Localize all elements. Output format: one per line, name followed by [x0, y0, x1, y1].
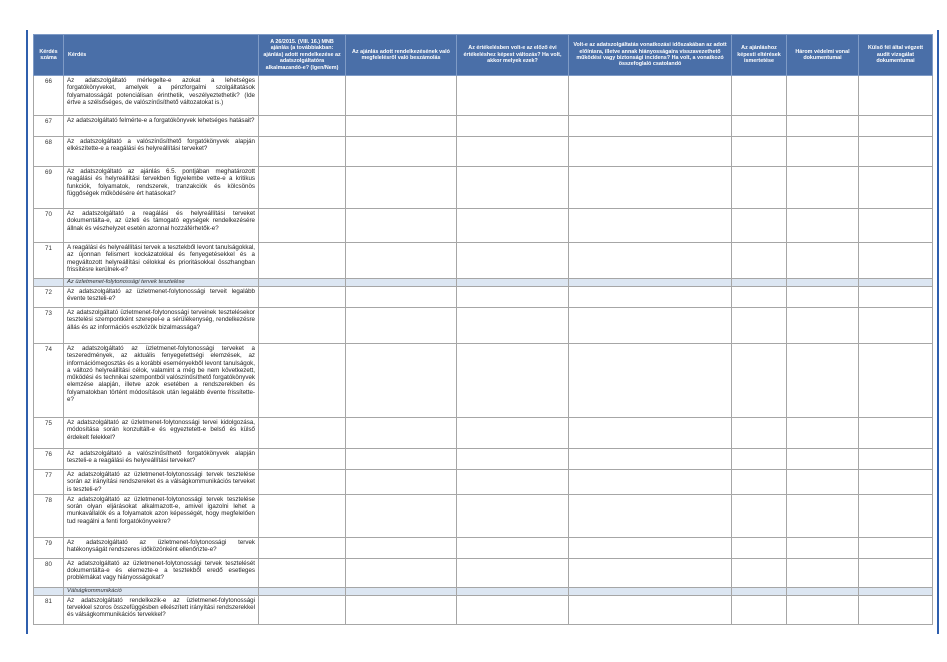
applicable-cell [259, 287, 346, 308]
deviations-cell [732, 287, 787, 308]
external-audit-docs-cell [859, 418, 933, 449]
three-lines-docs-cell [787, 344, 859, 418]
external-audit-docs-cell [859, 167, 933, 209]
incident-cell [569, 167, 732, 209]
applicable-cell [259, 558, 346, 587]
section-title: Az üzletmenet-folytonossági tervek tesztelése [64, 279, 259, 287]
compliance-report-cell [346, 209, 457, 243]
question-number: 71 [34, 243, 64, 279]
page-frame-left-line [26, 30, 28, 634]
three-lines-docs-cell [787, 494, 859, 537]
incident-cell [569, 558, 732, 587]
section-cell [787, 279, 859, 287]
question-row [34, 287, 933, 308]
section-cell [859, 587, 933, 595]
question-number: 73 [34, 308, 64, 344]
three-lines-docs-cell [787, 470, 859, 495]
question-text: Az adatszolgáltató az üzletmenet-folytonossági tervei kidolgozása, módosítása során konzultált-e és egyeztetett-e belső és külső érdekelt felekkel? [64, 418, 259, 449]
compliance-report-cell [346, 167, 457, 209]
external-audit-docs-cell [859, 287, 933, 308]
incident-cell [569, 418, 732, 449]
incident-cell [569, 308, 732, 344]
deviations-cell [732, 137, 787, 167]
incident-cell [569, 243, 732, 279]
question-row [34, 449, 933, 470]
deviations-cell [732, 470, 787, 495]
section-cell [259, 279, 346, 287]
three-lines-docs-cell [787, 418, 859, 449]
external-audit-docs-cell [859, 76, 933, 116]
three-lines-docs-cell [787, 308, 859, 344]
section-cell [457, 587, 569, 595]
change-cell [457, 308, 569, 344]
question-number: 70 [34, 209, 64, 243]
change-cell [457, 344, 569, 418]
deviations-cell [732, 494, 787, 537]
section-cell [732, 587, 787, 595]
external-audit-docs-cell [859, 449, 933, 470]
three-lines-docs-cell [787, 116, 859, 137]
question-text: Az adatszolgáltató az üzletmenet-folytonossági terveket a teszeredmények, az aktuális fenyegetettségi elemzések, az információmegosztás és a korábbi eseményekből levont tanulságok, a változó helyreállítási célok, valamint a még be nem következett, működési és technikai szempontból valószínűsíthető forgatókönyvek elemzése alapján, illetve azok esetében a rendszerekben és folyamatokban történt módosítások után legalább évente frissítette-e? [64, 344, 259, 418]
questionnaire-table [33, 34, 933, 625]
external-audit-docs-cell [859, 308, 933, 344]
compliance-report-cell [346, 116, 457, 137]
compliance-report-cell [346, 418, 457, 449]
question-text: Az adatszolgáltató az üzletmenet-folytonossági tervek hatékonyságát rendszeres időközönként ellenőrizte-e? [64, 537, 259, 558]
question-row [34, 418, 933, 449]
question-number: 72 [34, 287, 64, 308]
applicable-cell [259, 418, 346, 449]
question-text: Az adatszolgáltató a reagálási és helyreállítási terveket dokumentálta-e, az üzleti és támogató egységek rendelkezésére állnak és vészhelyzet esetén azonnal hozzáférhetők-e? [64, 209, 259, 243]
deviations-cell [732, 558, 787, 587]
incident-cell [569, 470, 732, 495]
compliance-report-cell [346, 595, 457, 624]
question-row [34, 209, 933, 243]
incident-cell [569, 494, 732, 537]
applicable-cell [259, 308, 346, 344]
three-lines-docs-cell [787, 287, 859, 308]
question-number: 75 [34, 418, 64, 449]
change-cell [457, 470, 569, 495]
three-lines-docs-cell [787, 558, 859, 587]
external-audit-docs-cell [859, 470, 933, 495]
question-text: Az adatszolgáltató rendelkezik-e az üzletmenet-folytonossági tervekkel szoros összefüggésben elkészített irányítási rendszerekkel és válságkommunikációs tervekkel? [64, 595, 259, 624]
compliance-report-cell [346, 287, 457, 308]
compliance-report-cell [346, 308, 457, 344]
incident-cell [569, 595, 732, 624]
incident-cell [569, 449, 732, 470]
header-incident: Volt-e az adatszolgáltatás vonatkozási időszakában az adott előírásra, illetve annak hiányosságaira visszavezethető működési vagy biztonsági incidens? Ha volt, a vonatkozó összefoglaló csatolandó [569, 35, 732, 76]
deviations-cell [732, 209, 787, 243]
question-text: Az adatszolgáltató az üzletmenet-folytonossági tervek tesztelése során olyan eljárásokat alkalmazott-e, amivel igazolni lehet a munkavállalók és a folyamatok azon képességét, hogy megfelelően tud reagálni a fenti forgatókönyvekre? [64, 494, 259, 537]
three-lines-docs-cell [787, 449, 859, 470]
compliance-report-cell [346, 537, 457, 558]
question-number: 68 [34, 137, 64, 167]
question-row [34, 537, 933, 558]
applicable-cell [259, 76, 346, 116]
incident-cell [569, 287, 732, 308]
header-deviations: Az ajánláshoz képesti eltérések ismertetése [732, 35, 787, 76]
three-lines-docs-cell [787, 209, 859, 243]
incident-cell [569, 537, 732, 558]
external-audit-docs-cell [859, 537, 933, 558]
question-text: Az adatszolgáltató az ajánlás 6.5. pontjában meghatározott reagálási és helyreállítási tervekben figyelembe vette-e a kritikus funkciók, folyamatok, rendszerek, tranzakciók és kölcsönös függőségek működésére ért hatásokat? [64, 167, 259, 209]
section-cell [346, 279, 457, 287]
applicable-cell [259, 116, 346, 137]
question-text: A reagálási és helyreállítási tervek a tesztekből levont tanulságokkal, az újonnan felismert kockázatokkal és fenyegetésekkel és a megváltozott helyreállítási célokkal és prioritásokkal összhangban frissítésre kerülnek-e? [64, 243, 259, 279]
deviations-cell [732, 595, 787, 624]
question-text: Az adatszolgáltató a valószínűsíthető forgatókönyvek alapján teszteli-e a reagálási és helyreállítási terveket? [64, 449, 259, 470]
question-text: Az adatszolgáltató mérlegelte-e azokat a lehetséges forgatókönyveket, amelyek a pénzforgalmi szolgáltatások folyamatosságát potenciálisan érinthetik, veszélyeztethetik? (Ide értve a szélsőséges, de valószínűsíthető változatokat is.) [64, 76, 259, 116]
section-cell [787, 587, 859, 595]
three-lines-docs-cell [787, 595, 859, 624]
change-cell [457, 287, 569, 308]
question-number: 76 [34, 449, 64, 470]
question-row [34, 76, 933, 116]
section-cell [346, 587, 457, 595]
external-audit-docs-cell [859, 209, 933, 243]
deviations-cell [732, 449, 787, 470]
external-audit-docs-cell [859, 243, 933, 279]
applicable-cell [259, 167, 346, 209]
question-text: Az adatszolgáltató az üzletmenet-folytonossági tervek tesztelése során az irányítási rendszereket és a válságkommunikációs terveket is teszteli-e? [64, 470, 259, 495]
change-cell [457, 116, 569, 137]
deviations-cell [732, 418, 787, 449]
question-text: Az adatszolgáltató az üzletmenet-folytonossági terveit legalább évente teszteli-e? [64, 287, 259, 308]
incident-cell [569, 116, 732, 137]
header-row [34, 35, 933, 76]
incident-cell [569, 209, 732, 243]
question-text: Az adatszolgáltató az üzletmenet-folytonossági tervek tesztelését dokumentálta-e és elemezte-e a tesztekből eredő esetleges problémákat vagy hiányosságokat? [64, 558, 259, 587]
section-row [34, 279, 933, 287]
question-row [34, 470, 933, 495]
change-cell [457, 243, 569, 279]
applicable-cell [259, 449, 346, 470]
deviations-cell [732, 76, 787, 116]
deviations-cell [732, 116, 787, 137]
external-audit-docs-cell [859, 137, 933, 167]
three-lines-docs-cell [787, 243, 859, 279]
section-number-cell [34, 587, 64, 595]
applicable-cell [259, 209, 346, 243]
section-cell [457, 279, 569, 287]
question-number: 78 [34, 494, 64, 537]
question-number: 77 [34, 470, 64, 495]
change-cell [457, 209, 569, 243]
external-audit-docs-cell [859, 116, 933, 137]
incident-cell [569, 137, 732, 167]
three-lines-docs-cell [787, 167, 859, 209]
change-cell [457, 449, 569, 470]
page-frame-right-line [937, 30, 939, 634]
compliance-report-cell [346, 76, 457, 116]
deviations-cell [732, 167, 787, 209]
question-number: 67 [34, 116, 64, 137]
incident-cell [569, 344, 732, 418]
section-row [34, 587, 933, 595]
question-row [34, 494, 933, 537]
compliance-report-cell [346, 137, 457, 167]
external-audit-docs-cell [859, 558, 933, 587]
question-row [34, 116, 933, 137]
change-cell [457, 595, 569, 624]
deviations-cell [732, 537, 787, 558]
section-cell [569, 587, 732, 595]
question-row [34, 595, 933, 624]
change-cell [457, 76, 569, 116]
deviations-cell [732, 308, 787, 344]
question-text: Az adatszolgáltató felmérte-e a forgatókönyvek lehetséges hatásait? [64, 116, 259, 137]
header-external-audit-docs: Külső fél által végzett audit vizsgálat dokumentumai [859, 35, 933, 76]
section-title: Válságkommunikáció [64, 587, 259, 595]
header-compliance-report: Az ajánlás adott rendelkezésének való megfelelésről való beszámolás [346, 35, 457, 76]
compliance-report-cell [346, 344, 457, 418]
header-change: Az értékelésben volt-e az előző évi értékeléshez képest változás? Ha volt, akkor melyek ezek? [457, 35, 569, 76]
incident-cell [569, 76, 732, 116]
deviations-cell [732, 344, 787, 418]
applicable-cell [259, 344, 346, 418]
question-row [34, 167, 933, 209]
external-audit-docs-cell [859, 494, 933, 537]
header-applicable: A 26/2015. (VIII. 16.) MNB ajánlás (a továbbiakban: ajánlás) adott rendelkezése az adatszolgáltatóra alkalmazandó-e? (Igen/Nem) [259, 35, 346, 76]
section-number-cell [34, 279, 64, 287]
question-number: 74 [34, 344, 64, 418]
question-number: 69 [34, 167, 64, 209]
compliance-report-cell [346, 494, 457, 537]
question-number: 81 [34, 595, 64, 624]
compliance-report-cell [346, 470, 457, 495]
applicable-cell [259, 595, 346, 624]
question-number: 79 [34, 537, 64, 558]
external-audit-docs-cell [859, 344, 933, 418]
three-lines-docs-cell [787, 76, 859, 116]
applicable-cell [259, 470, 346, 495]
applicable-cell [259, 243, 346, 279]
change-cell [457, 137, 569, 167]
question-text: Az adatszolgáltató üzletmenet-folytonossági terveinek tesztelésekor tesztelési szempontként szerepel-e a sérülékenység, rendelkezésre állás és az információs eszközök bizalmassága? [64, 308, 259, 344]
section-cell [732, 279, 787, 287]
compliance-report-cell [346, 558, 457, 587]
question-number: 80 [34, 558, 64, 587]
change-cell [457, 167, 569, 209]
question-text: Az adatszolgáltató a valószínűsíthető forgatókönyvek alapján elkészítette-e a reagálási és helyreállítási terveket? [64, 137, 259, 167]
change-cell [457, 494, 569, 537]
three-lines-docs-cell [787, 137, 859, 167]
change-cell [457, 537, 569, 558]
question-row [34, 137, 933, 167]
compliance-report-cell [346, 449, 457, 470]
header-question: Kérdés [64, 35, 259, 76]
question-number: 66 [34, 76, 64, 116]
compliance-report-cell [346, 243, 457, 279]
question-row [34, 558, 933, 587]
section-cell [859, 279, 933, 287]
question-row [34, 344, 933, 418]
deviations-cell [732, 243, 787, 279]
change-cell [457, 558, 569, 587]
section-cell [259, 587, 346, 595]
three-lines-docs-cell [787, 537, 859, 558]
question-row [34, 243, 933, 279]
applicable-cell [259, 537, 346, 558]
header-number: Kérdés száma [34, 35, 64, 76]
section-cell [569, 279, 732, 287]
header-three-lines-docs: Három védelmi vonal dokumentumai [787, 35, 859, 76]
external-audit-docs-cell [859, 595, 933, 624]
applicable-cell [259, 494, 346, 537]
applicable-cell [259, 137, 346, 167]
change-cell [457, 418, 569, 449]
question-row [34, 308, 933, 344]
